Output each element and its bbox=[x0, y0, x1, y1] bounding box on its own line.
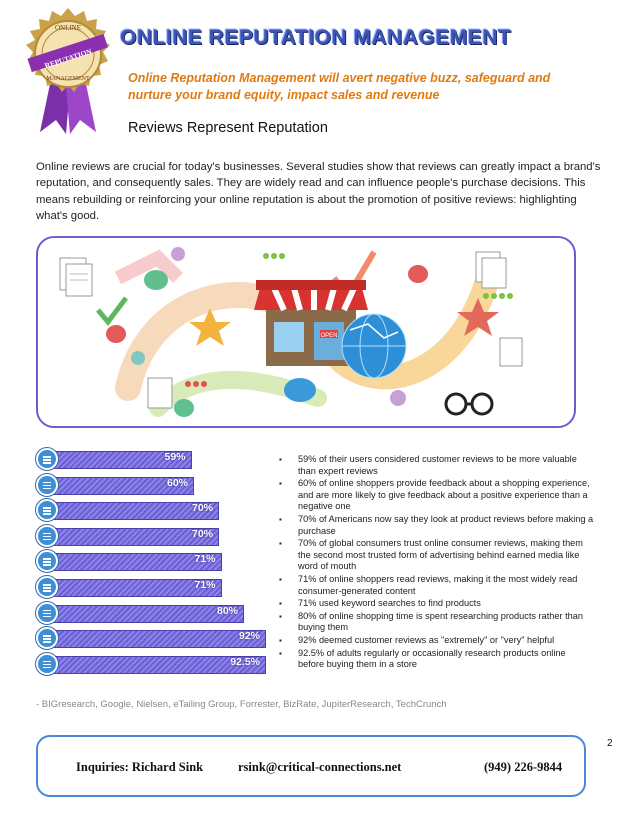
page-title: ONLINE REPUTATION MANAGEMENT bbox=[120, 26, 512, 49]
footer-inquiries: Inquiries: Richard Sink bbox=[76, 760, 204, 774]
chart-bar-row bbox=[36, 551, 222, 571]
chart-bar-row bbox=[36, 449, 192, 469]
chat-icon bbox=[36, 525, 58, 547]
chat-icon bbox=[36, 602, 58, 624]
document-icon bbox=[60, 258, 92, 296]
chart-bar-row bbox=[36, 654, 266, 674]
statistic-item: ▪ 60% of online shoppers provide feedback about a shopping experience, and are more likely to give feedback about a positive experience than a negative one bbox=[276, 478, 594, 513]
chart-bar-row bbox=[36, 526, 219, 546]
statistic-item: ▪ 71% of online shoppers read reviews, making it the most widely read consumer-generated content bbox=[276, 574, 594, 597]
chat-icon bbox=[36, 448, 58, 470]
page-number: 2 bbox=[607, 738, 613, 749]
seal-top-text: ONLINE bbox=[54, 24, 82, 32]
statistic-item: ▪ 92.5% of adults regularly or occasionally research products online before buying them in a store bbox=[276, 648, 594, 671]
sources-note: - BIGresearch, Google, Nielsen, eTailing Group, Forrester, BizRate, JupiterResearch, TechCrunch bbox=[36, 699, 447, 710]
intro-paragraph: Online reviews are crucial for today's businesses. Several studies show that reviews can greatly impact a brand's reputation, and consequently sales. They are widely read and can influence people's purchase decisions. This means rebuilding or reinforcing your online reputation is about the promotion of positive reviews: highlighting what's good. bbox=[36, 161, 601, 223]
chart-bar-label: 71% bbox=[194, 553, 216, 566]
chart-bar-label: 80% bbox=[216, 604, 238, 617]
statistic-item: ▪ 59% of their users considered customer reviews to be more valuable than expert reviews bbox=[276, 454, 594, 477]
chart-bar-label: 92% bbox=[238, 630, 260, 643]
chat-icon bbox=[36, 576, 58, 598]
statistics-bar-chart bbox=[36, 449, 266, 689]
chart-bar-label: 60% bbox=[166, 476, 188, 489]
chart-bar-row bbox=[36, 500, 219, 520]
chart-bar-label: 71% bbox=[194, 579, 216, 591]
store-open-sign: OPEN bbox=[320, 333, 338, 339]
tagline: Online Reputation Management will avert negative buzz, safeguard and nurture your brand equity, impact sales and revenue bbox=[128, 71, 551, 102]
statistics-list bbox=[276, 454, 594, 672]
footer-email[interactable]: rsink@critical-connections.net bbox=[238, 760, 402, 774]
glasses-icon bbox=[446, 394, 492, 414]
footer-phone[interactable]: (949) 226-9844 bbox=[484, 760, 563, 774]
statistic-item: ▪ 92% deemed customer reviews as "extremely" or "very" helpful bbox=[276, 635, 594, 647]
chat-icon bbox=[36, 653, 58, 675]
statistic-item: ▪ 71% used keyword searches to find products bbox=[276, 598, 594, 610]
statistic-item: ▪ 80% of online shopping time is spent researching products rather than buying them bbox=[276, 611, 594, 634]
chart-bar-row bbox=[36, 628, 266, 648]
chart-bar-row bbox=[36, 577, 222, 597]
section-heading: Reviews Represent Reputation bbox=[128, 120, 328, 136]
chart-bar-label: 92.5% bbox=[230, 655, 260, 668]
statistic-item: ▪ 70% of Americans now say they look at product reviews before making a purchase bbox=[276, 514, 594, 537]
chart-bar bbox=[44, 630, 266, 648]
reputation-seal-logo bbox=[16, 6, 120, 136]
chart-bar-label: 70% bbox=[191, 527, 213, 540]
statistic-item: ▪ 70% of global consumers trust online consumer reviews, making them the second most trusted form of advertising behind earned media like word of mouth bbox=[276, 538, 594, 573]
online-store-illustration bbox=[36, 236, 576, 428]
contact-footer bbox=[36, 735, 586, 797]
chart-bar-label: 70% bbox=[191, 502, 213, 515]
chart-bar-label: 59% bbox=[164, 451, 186, 463]
chart-bar-row bbox=[36, 475, 194, 495]
chart-bar bbox=[44, 605, 244, 623]
seal-bottom-text: MANAGEMENT bbox=[46, 76, 90, 82]
chart-bar-row bbox=[36, 603, 244, 623]
chat-icon bbox=[36, 474, 58, 496]
globe-icon bbox=[342, 314, 406, 378]
seal-middle-text: REPUTATION bbox=[43, 46, 93, 71]
